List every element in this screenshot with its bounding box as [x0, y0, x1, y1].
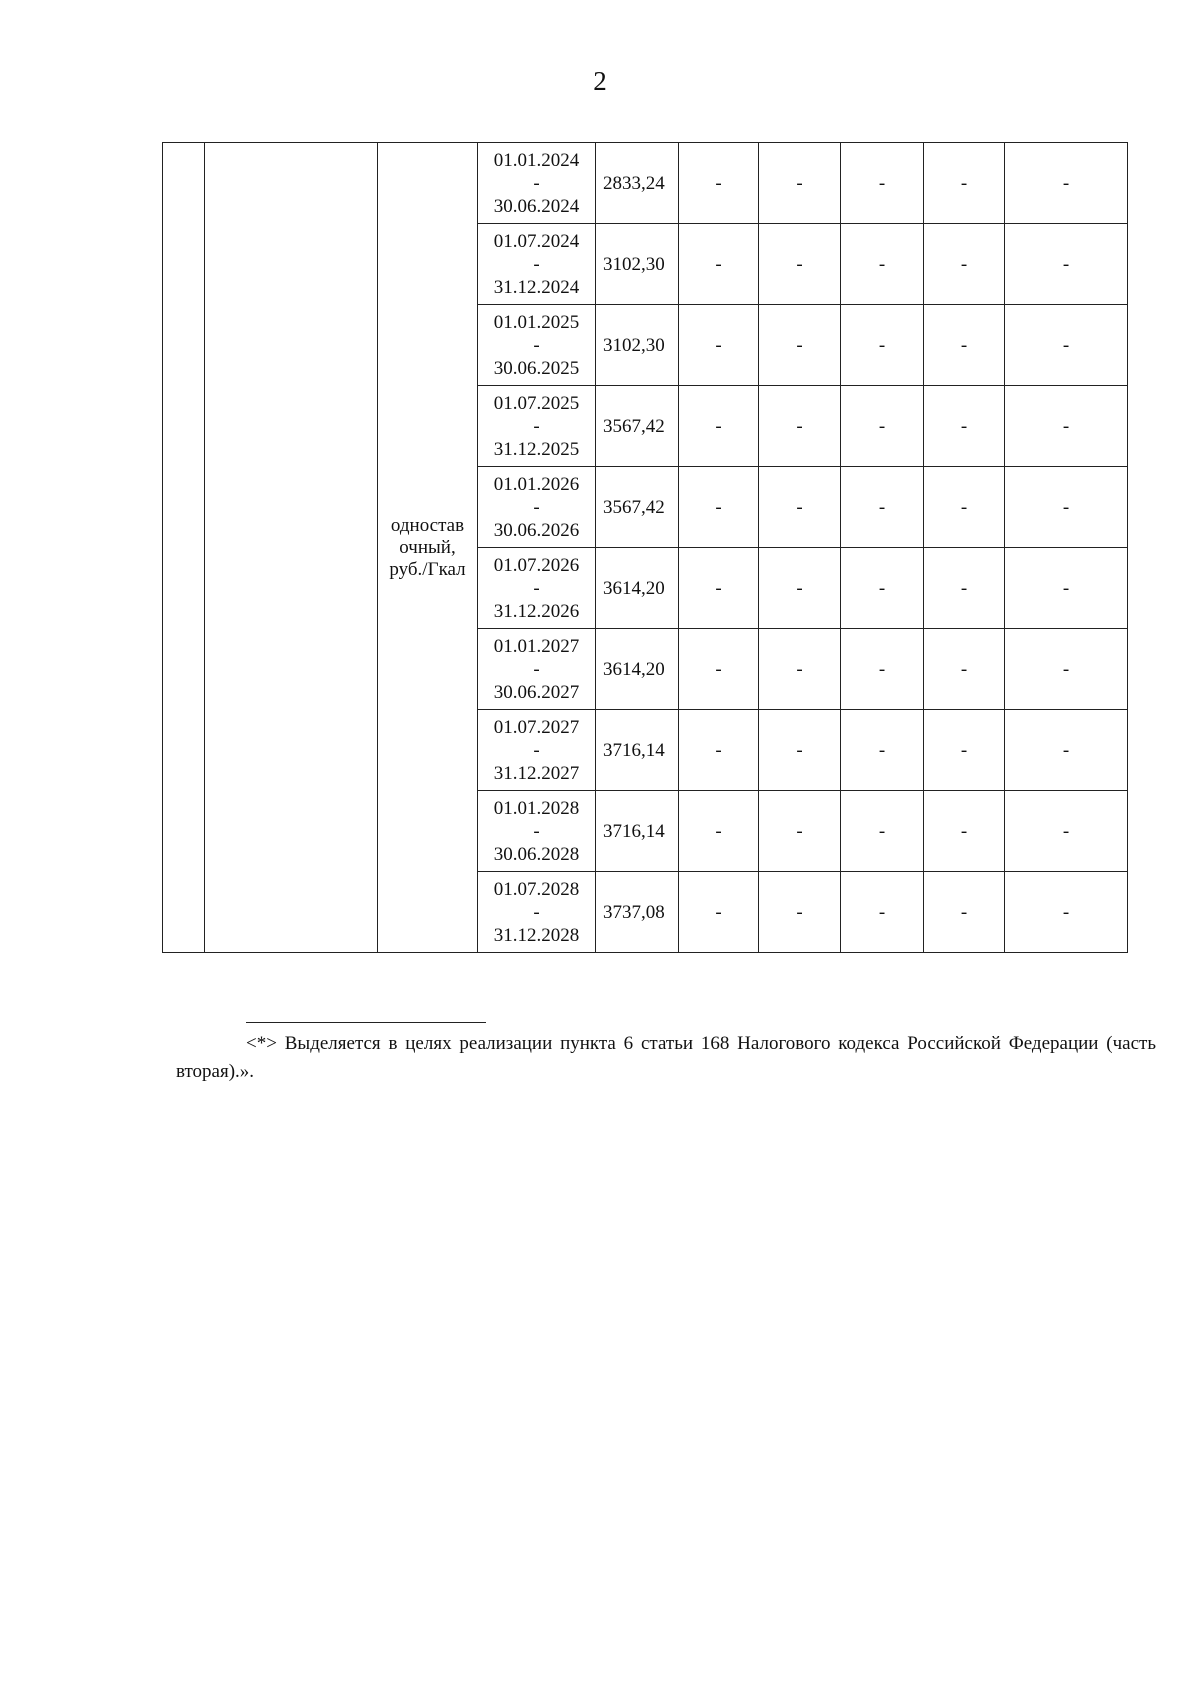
dash-cell: -: [679, 629, 759, 710]
table-body: [163, 143, 1128, 953]
dash-cell: -: [1005, 548, 1128, 629]
period-to: 30.06.2027: [493, 681, 580, 703]
dash-cell: -: [924, 386, 1005, 467]
period-from: 01.01.2028: [493, 797, 580, 819]
dash-cell: -: [679, 386, 759, 467]
dash-cell: -: [679, 305, 759, 386]
dash-cell: -: [841, 467, 924, 548]
period-cell: [478, 386, 596, 467]
dash-cell: -: [841, 710, 924, 791]
dash-cell: -: [841, 143, 924, 224]
period-sep: -: [533, 739, 540, 761]
period-sep: -: [533, 334, 540, 356]
period-cell: [478, 224, 596, 305]
dash-cell: -: [759, 305, 841, 386]
period-cell: [478, 872, 596, 953]
dash-cell: -: [924, 872, 1005, 953]
period-from: 01.07.2026: [493, 554, 580, 576]
dash-cell: -: [924, 467, 1005, 548]
dash-cell: -: [1005, 143, 1128, 224]
dash-cell: -: [1005, 872, 1128, 953]
dash-cell: -: [679, 548, 759, 629]
dash-cell: -: [924, 548, 1005, 629]
tariff-value-cell: 3567,42: [596, 467, 679, 548]
period-from: 01.01.2026: [493, 473, 580, 495]
period-to: 30.06.2028: [493, 843, 580, 865]
dash-cell: -: [841, 305, 924, 386]
dash-cell: -: [1005, 305, 1128, 386]
dash-cell: -: [759, 143, 841, 224]
period-from: 01.07.2025: [493, 392, 580, 414]
dash-cell: -: [924, 629, 1005, 710]
dash-cell: -: [759, 224, 841, 305]
dash-cell: -: [1005, 710, 1128, 791]
dash-cell: -: [924, 791, 1005, 872]
footnote-text: <*> Выделяется в целях реализации пункта 6 статьи 168 Налогового кодекса Российской Федерации (часть вторая).».: [176, 1033, 1156, 1082]
period-to: 30.06.2024: [493, 195, 580, 217]
tariff-value-cell: 3614,20: [596, 548, 679, 629]
tariff-value-cell: 3716,14: [596, 710, 679, 791]
dash-cell: -: [1005, 629, 1128, 710]
dash-cell: -: [679, 872, 759, 953]
period-cell: [478, 467, 596, 548]
period-sep: -: [533, 901, 540, 923]
period-to: 30.06.2025: [493, 357, 580, 379]
dash-cell: -: [924, 710, 1005, 791]
dash-cell: -: [759, 386, 841, 467]
period-cell: [478, 629, 596, 710]
page-number: 2: [593, 66, 607, 96]
period-to: 30.06.2026: [493, 519, 580, 541]
dash-cell: -: [1005, 467, 1128, 548]
tariff-value-cell: 3716,14: [596, 791, 679, 872]
dash-cell: -: [759, 710, 841, 791]
dash-cell: -: [924, 224, 1005, 305]
dash-cell: -: [841, 791, 924, 872]
period-from: 01.01.2024: [493, 149, 580, 171]
period-sep: -: [533, 172, 540, 194]
tariff-value-cell: 3567,42: [596, 386, 679, 467]
period-from: 01.01.2027: [493, 635, 580, 657]
dash-cell: -: [759, 629, 841, 710]
dash-cell: -: [679, 467, 759, 548]
dash-cell: -: [1005, 224, 1128, 305]
period-sep: -: [533, 253, 540, 275]
period-sep: -: [533, 658, 540, 680]
period-cell: [478, 710, 596, 791]
dash-cell: -: [841, 386, 924, 467]
footnote-divider: [246, 1022, 486, 1023]
period-sep: -: [533, 577, 540, 599]
tariff-type-cell: одностав очный, руб./Гкал: [378, 143, 478, 953]
dash-cell: -: [679, 710, 759, 791]
period-cell: [478, 143, 596, 224]
dash-cell: -: [841, 548, 924, 629]
tariff-table: [162, 142, 1128, 953]
dash-cell: -: [924, 143, 1005, 224]
tariff-value-cell: 3102,30: [596, 224, 679, 305]
dash-cell: -: [1005, 386, 1128, 467]
period-to: 31.12.2026: [493, 600, 580, 622]
period-from: 01.07.2027: [493, 716, 580, 738]
period-cell: [478, 791, 596, 872]
period-to: 31.12.2027: [493, 762, 580, 784]
organization-cell: [205, 143, 378, 953]
dash-cell: -: [759, 872, 841, 953]
period-sep: -: [533, 415, 540, 437]
period-from: 01.07.2024: [493, 230, 580, 252]
dash-cell: -: [759, 467, 841, 548]
dash-cell: -: [841, 872, 924, 953]
dash-cell: -: [759, 791, 841, 872]
period-cell: [478, 548, 596, 629]
tariff-value-cell: 3614,20: [596, 629, 679, 710]
dash-cell: -: [679, 791, 759, 872]
index-cell: [163, 143, 205, 953]
dash-cell: -: [841, 224, 924, 305]
tariff-value-cell: 2833,24: [596, 143, 679, 224]
period-to: 31.12.2025: [493, 438, 580, 460]
period-sep: -: [533, 820, 540, 842]
tariff-value-cell: 3102,30: [596, 305, 679, 386]
dash-cell: -: [924, 305, 1005, 386]
dash-cell: -: [759, 548, 841, 629]
dash-cell: -: [1005, 791, 1128, 872]
tariff-value-cell: 3737,08: [596, 872, 679, 953]
period-from: 01.07.2028: [493, 878, 580, 900]
period-from: 01.01.2025: [493, 311, 580, 333]
period-cell: [478, 305, 596, 386]
dash-cell: -: [841, 629, 924, 710]
table-row: [163, 143, 1128, 224]
period-to: 31.12.2028: [493, 924, 580, 946]
period-to: 31.12.2024: [493, 276, 580, 298]
period-sep: -: [533, 496, 540, 518]
dash-cell: -: [679, 224, 759, 305]
dash-cell: -: [679, 143, 759, 224]
